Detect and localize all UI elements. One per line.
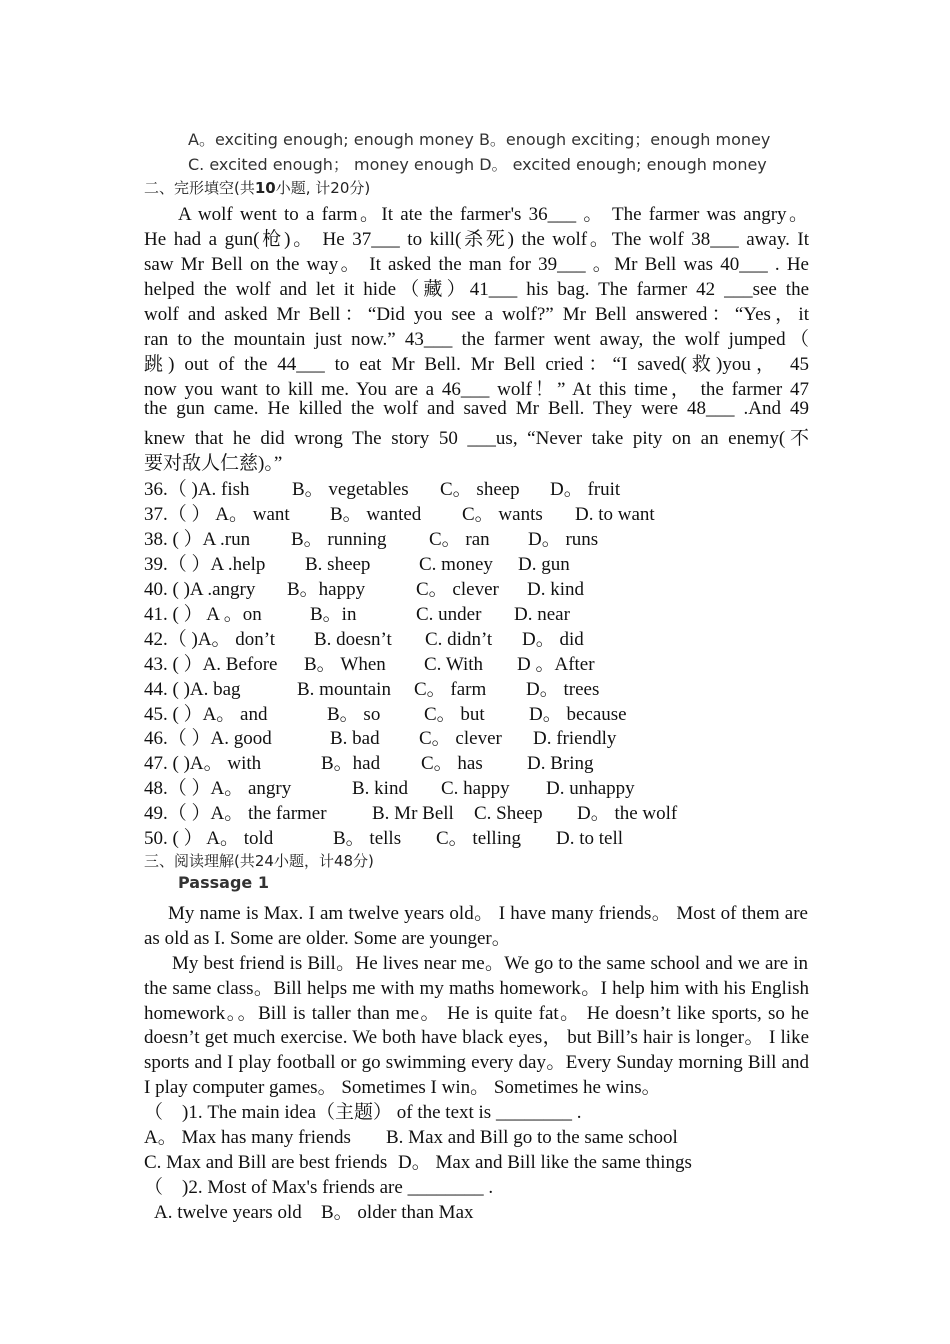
option-c: C。 but [424,704,485,725]
question-stem: 42.（ )A。 don’t [144,629,276,650]
question-row [144,699,809,726]
option-line: C. excited enough； money enough D。 excited enough; enough money [188,155,767,174]
section-heading: 三、阅读理解(共24小题，计48分) [144,852,374,870]
question-row [144,549,809,576]
option-d: D. Bring [527,753,594,774]
reading-question: （ )2. Most of Max's friends are ________ . [144,1177,494,1198]
option-d: D. gun [518,554,570,575]
option-b: B。 When [304,654,386,675]
option-d: D. near [514,604,570,625]
option-d: D。 the wolf [577,803,678,824]
question-row [144,723,809,750]
passage-line: A wolf went to a farm。It ate the farmer's 36___ 。 The farmer was angry。 [178,204,808,225]
option-row [154,1197,819,1224]
passage-line: My name is Max. I am twelve years old。 I have many friends。 Most of them are [168,903,808,924]
question-stem: 37.（ ） A。 want [144,504,290,525]
option-b: B。 so [327,704,381,725]
passage-line: the same class。Bill helps me with my maths homework。I help him with his English [144,978,809,999]
option-line: A。exciting enough; enough money B。enough exciting；enough money [188,130,771,149]
passage-line: now you want to kill me. You are a 46___ wolf！” At this time， the farmer 47 [144,379,809,400]
question-stem: 36.（ )A. fish [144,479,250,500]
option-b: B。in [310,604,357,625]
option-b: B. doesn’t [314,629,392,650]
option-d: D。 because [529,704,627,725]
passage-line: He had a gun(枪)。 He 37___ to kill(杀死) the wolf。The wolf 38___ away. It [144,229,809,250]
question-stem: 43. ( ）A. Before [144,654,278,675]
option-d: D. to want [575,504,655,525]
question-row [144,499,809,526]
question-stem: 38. ( ）A .run [144,529,251,550]
question-row [144,649,809,676]
option-a: A。 Max has many friends [144,1127,351,1148]
question-stem: 46.（ ）A. good [144,728,272,749]
passage-line: I play computer games。 Sometimes I win。 Sometimes he wins。 [144,1077,661,1098]
option-b: B。 vegetables [292,479,409,500]
passage-line: sports and I play football or go swimming every day。Every Sunday morning Bill and [144,1052,809,1073]
option-row [144,1147,809,1174]
question-stem: 48.（ ）A。 angry [144,778,292,799]
option-d: D。 runs [528,529,599,550]
passage-line: ran to the mountain just now.” 43___ the farmer went away, the wolf jumped（ [144,329,809,350]
option-c: C. With [424,654,484,675]
question-stem: 47. ( )A。 with [144,753,262,774]
option-d: D. kind [527,579,584,600]
option-b: B. Mr Bell [372,803,454,824]
option-b: B。had [321,753,381,774]
option-b: B. bad [330,728,380,749]
option-b: B。 running [291,529,387,550]
option-c: C. Max and Bill are best friends [144,1152,388,1173]
question-stem: 40. ( )A .angry [144,579,256,600]
option-c: C。 telling [436,828,521,849]
passage-line: knew that he did wrong The story 50 ___us, “Never take pity on an enemy(不 [144,428,809,449]
passage-line: helped the wolf and let it hide（藏）41___ his bag. The farmer 42 ___see the [144,279,809,300]
option-c: C. Sheep [474,803,543,824]
option-d: D. friendly [533,728,617,749]
question-row [144,574,809,601]
option-c: C。 sheep [440,479,520,500]
section-heading [144,177,809,198]
option-c: C。 clever [419,728,502,749]
option-b: B. sheep [305,554,371,575]
option-b: B。happy [287,579,366,600]
reading-question: （ )1. The main idea（主题） of the text is ________ . [144,1102,582,1123]
question-stem: 44. ( )A. bag [144,679,241,700]
question-row [144,823,809,850]
passage-title: Passage 1 [178,873,269,892]
question-stem: 50. ( ） A。 told [144,828,274,849]
question-row [144,748,809,775]
option-b: B. mountain [297,679,391,700]
question-stem: 45. ( ）A。 and [144,704,268,725]
option-d: D. unhappy [546,778,635,799]
question-stem: 39.（ ）A .help [144,554,266,575]
option-c: C。 farm [414,679,487,700]
passage-line: My best friend is Bill。He lives near me。We go to the same school and we are in [172,953,808,974]
option-c: C. didn’t [425,629,493,650]
passage-line: saw Mr Bell on the way。 It asked the man for 39___ 。Mr Bell was 40___ . He [144,254,809,275]
option-d: D。 fruit [550,479,621,500]
passage-line: wolf and asked Mr Bell：“Did you see a wolf?” Mr Bell answered：“Yes，it [144,304,809,325]
question-row [144,773,809,800]
option-c: C。 clever [416,579,499,600]
option-c: C。 wants [462,504,543,525]
passage-line: as old as I. Some are older. Some are younger。 [144,928,511,949]
question-row [144,624,809,651]
option-c: C. happy [441,778,510,799]
option-b: B。 wanted [330,504,422,525]
passage-line: doesn’t get much exercise. We both have black eyes， but Bill’s hair is longer。 I like [144,1027,809,1048]
option-c: C. money [419,554,493,575]
passage-line: the gun came. He killed the wolf and saved Mr Bell. They were 48___ .And 49 [144,398,809,419]
question-row [144,599,809,626]
option-b: B。 tells [333,828,402,849]
option-d: D。 trees [526,679,600,700]
option-c: C。 ran [429,529,490,550]
question-row [144,474,809,501]
section-count: 10 [254,179,276,197]
option-d: D. to tell [556,828,624,849]
option-d: D。 did [522,629,584,650]
option-row [144,1122,809,1149]
option-b: B。 older than Max [321,1202,474,1223]
question-row [144,674,809,701]
question-row [144,524,809,551]
option-d: D。 Max and Bill like the same things [398,1152,692,1173]
passage-line: homework。。Bill is taller than me。 He is quite fat。 He doesn’t like sports, so he [144,1003,809,1024]
question-row [144,798,809,825]
question-stem: 49.（ ）A。 the farmer [144,803,327,824]
option-b: B. Max and Bill go to the same school [386,1127,678,1148]
passage-line: 跳) out of the 44___ to eat Mr Bell. Mr Bell cried：“I saved(救)you， 45 [144,354,809,375]
option-b: B. kind [352,778,408,799]
section-suffix: 小题, 计20分) [275,179,371,197]
option-d: D 。After [517,654,595,675]
section-prefix: 二、完形填空(共 [144,179,255,197]
option-a: A. twelve years old [154,1202,302,1223]
option-c: C。 has [421,753,483,774]
question-stem: 41. ( ） A 。on [144,604,262,625]
option-c: C. under [416,604,482,625]
passage-line: 要对敌人仁慈)。” [144,453,283,474]
